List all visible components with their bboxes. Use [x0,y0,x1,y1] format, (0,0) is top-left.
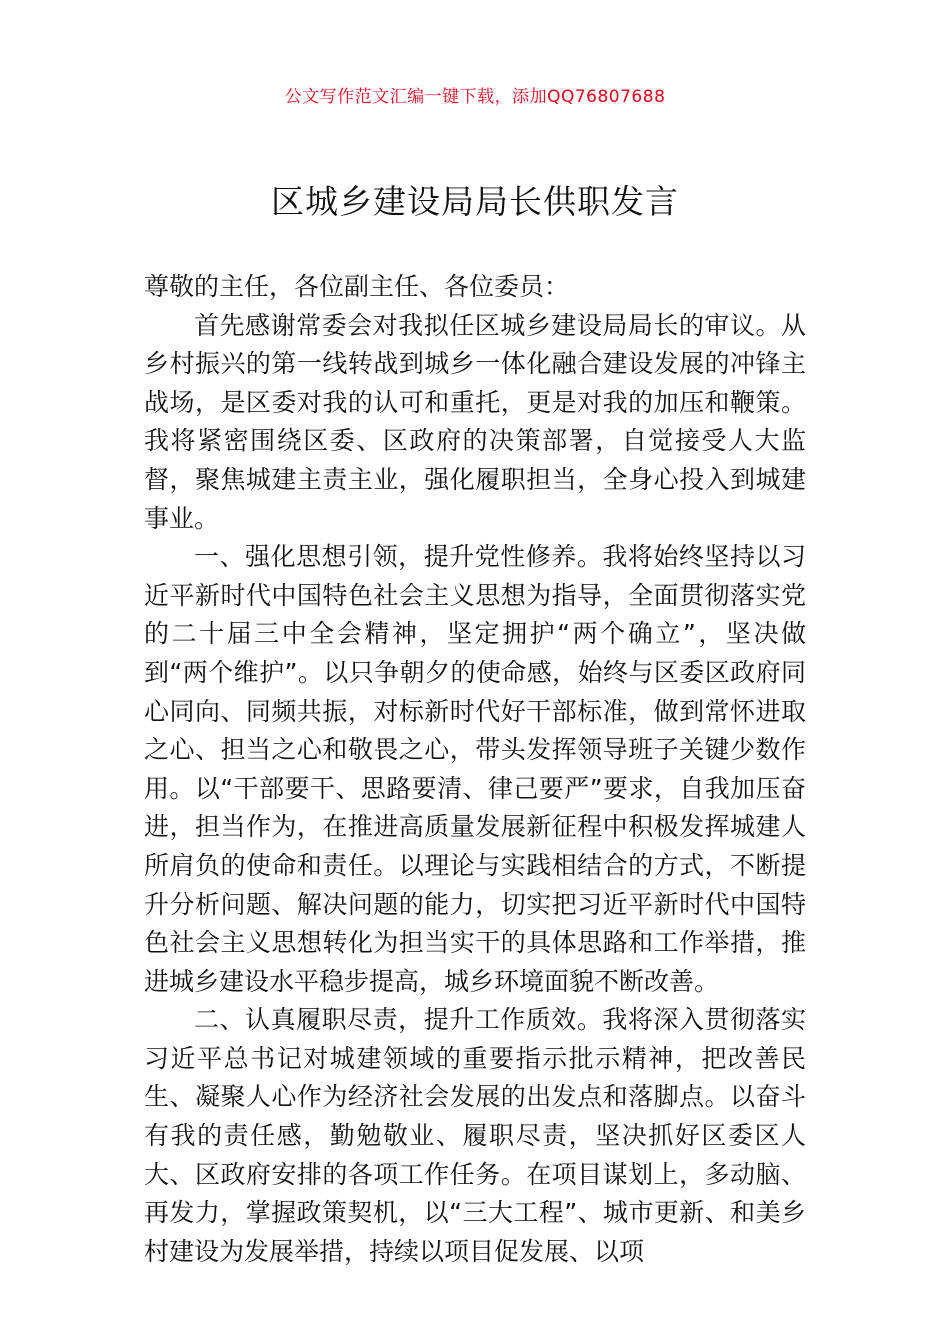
paragraph-section-two: 二、认真履职尽责，提升工作质效。我将深入贯彻落实习近平总书记对城建领域的重要指示批示精神，把改善民生、凝聚人心作为经济社会发展的出发点和落脚点。以奋斗有我的责任感，勤勉敬业、履职尽责，坚决抓好区委区人大、区政府安排的各项工作任务。在项目谋划上，多动脑、再发力，掌握政策契机，以“三大工程”、城市更新、和美乡村建设为发展举措，持续以项目促发展、以项 [144,1005,806,1266]
paragraph-intro: 首先感谢常委会对我拟任区城乡建设局局长的审议。从乡村振兴的第一线转战到城乡一体化融合建设发展的冲锋主战场，是区委对我的认可和重托，更是对我的加压和鞭策。我将紧密围绕区委、区政府的决策部署，自觉接受人大监督，聚焦城建主责主业，强化履职担当，全身心投入到城建事业。 [144,310,806,533]
paragraph-section-one: 一、强化思想引领，提升党性修养。我将始终坚持以习近平新时代中国特色社会主义思想为指导，全面贯彻落实党的二十届三中全会精神，坚定拥护“两个确立”，坚决做到“两个维护”。以只争朝夕的使命感，始终与区委区政府同心同向、同频共振，对标新时代好干部标准，做到常怀进取之心、担当之心和敬畏之心，带头发挥领导班子关键少数作用。以“干部要干、思路要清、律己要严”要求，自我加压奋进，担当作为，在推进高质量发展新征程中积极发挥城建人所肩负的使命和责任。以理论与实践相结合的方式，不断提升分析问题、解决问题的能力，切实把习近平新时代中国特色社会主义思想转化为担当实干的具体思路和工作举措，推进城乡建设水平稳步提高，城乡环境面貌不断改善。 [144,542,806,996]
salutation: 尊敬的主任，各位副主任、各位委员： [144,272,570,301]
document-body [144,268,806,1271]
document-title: 区城乡建设局局长供职发言 [271,182,679,221]
header-note: 公文写作范文汇编一键下载，添加QQ76807688 [284,87,666,107]
